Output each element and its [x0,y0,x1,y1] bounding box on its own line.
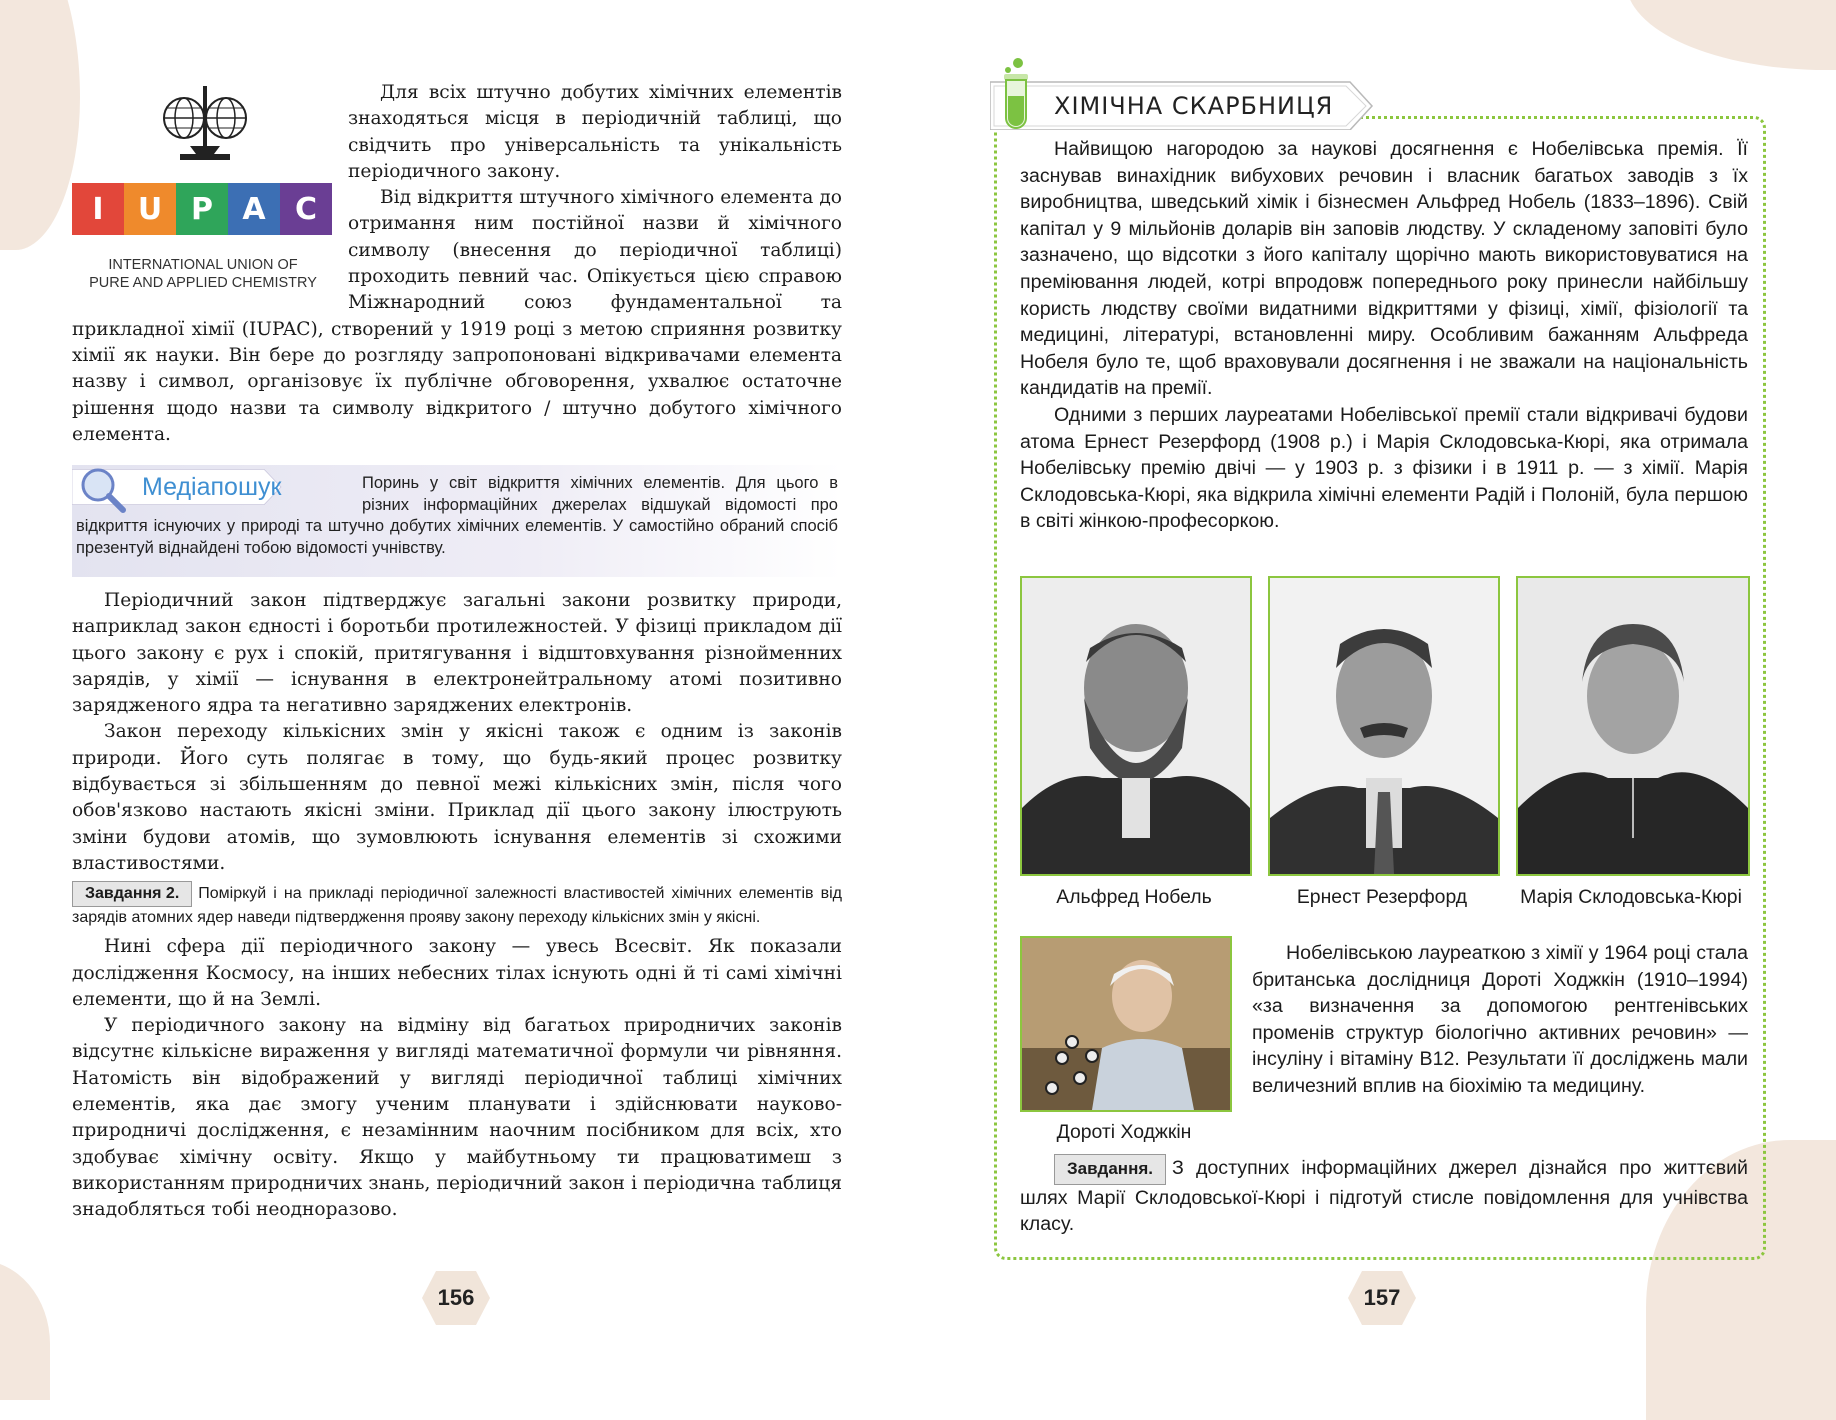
task-label: Завдання. [1054,1154,1166,1185]
section-title: ХІМІЧНА СКАРБНИЦЯ [1054,92,1334,120]
paragraph: У періодичного закону на відміну від багатьох природничих законів відсутнє кількісне вираження у вигляді математичної формули чи рівняння. Натомість він відображений у вигляді періодичної таблиці хімічних елементів, яка дає змогу ученим планувати і здійснювати науково-природничі дослідження, є незамінним наочним посібником для всіх, хто здобуває хімічну освіту. Якщо у майбутньому ти працюватимеш з використанням природничих знань, періодичний закон і періодична таблиця знадобляться тобі неодноразово. [72,1015,842,1221]
portrait-rutherford [1268,576,1500,876]
hodgkin-text [1252,940,1748,1100]
task [1020,1154,1748,1238]
iupac-letter: C [280,183,332,235]
photo-caption: Ернест Резерфорд [1296,886,1468,908]
portrait-image [1518,578,1748,874]
task-2 [72,881,842,928]
paragraph: Для всіх штучно добутих хімічних елементів знаходяться місця в періодичній таблиці, що свідчить про універсальність та унікальність періодичного закону. [348,82,842,182]
iupac-letter: P [176,183,228,235]
test-tube-icon [996,56,1036,134]
media-search-box [72,465,842,577]
body-text [72,588,842,1224]
iupac-subtitle-line: INTERNATIONAL UNION OF [108,257,298,273]
iupac-letter: A [228,183,280,235]
media-search-title: Медіапошук [142,473,282,501]
paragraph: Найвищою нагородою за наукові досягнення є Нобелівська премія. Її заснував винахідник вибухових речовин і власник багатьох заводів з їх виробництва, шведський хімік і бізнесмен Альфред Нобель (1833–1896). Свій капітал у 9 мільйонів доларів він заповів людству. У складеному заповіті було зазначено, що відсотки з його капіталу щорічно мають використовуватися на преміювання людей, котрі впродовж попереднього року принесли найбільшу користь людству своїми видатними відкриттями у фізиці, хімії, фізіології та медицині, літературі, встановленні миру. Особливим бажанням Альфреда Нобеля було те, щоб враховували досягнення і не зважали на національність кандидатів на премії. [1020,138,1748,400]
portrait-curie [1516,576,1750,876]
portrait-image [1022,578,1250,874]
photo-caption: Альфред Нобель [1056,886,1212,908]
iupac-letter: U [124,183,176,235]
iupac-subtitle-line: PURE AND APPLIED CHEMISTRY [89,275,317,291]
intro-text [72,80,842,448]
page-number: 156 [437,1285,475,1310]
task-text: З доступних інформаційних джерел дізнайся про життєвий шлях Марії Склодовської-Кюрі і підготуй стисле повідомлення для учнівства класу. [1020,1157,1748,1236]
corner-decoration [0,0,80,250]
photo-caption: Дороті Ходжкін [1056,1121,1192,1143]
paragraph: Закон переходу кількісних змін у якісні також є одним із законів природи. Його суть полягає в тому, що будь-який процес розвитку відбувається зі збільшенням до певної межі кількісних змін, після чого обов'язково настають якісні зміни. Приклад дії цього закону ілюструють зміни будови атомів, що зумовлюють існування елементів зі схожими властивостями. [72,721,842,874]
media-search-text-wrap [76,473,838,559]
paragraph: Нині сфера дії періодичного закону — увесь Всесвіт. Як показали дослідження Космосу, на інших небесних тілах існують одні й ті самі хімічні елементи, що й на Землі. [72,936,842,1010]
page-number: 157 [1363,1285,1401,1310]
portrait-nobel [1020,576,1252,876]
corner-decoration [0,1260,50,1400]
task-label: Завдання 2. [72,881,192,907]
treasury-text [1020,136,1748,535]
corner-decoration [1626,0,1836,70]
paragraph: Одними з перших лауреатами Нобелівської премії стали відкривачі будови атома Ернест Резерфорд (1908 р.) і Марія Склодовська-Кюрі, яка отримала Нобелівську премію двічі — у 1903 р. з фізики і в 1911 р. — з хімії. Марія Склодовська-Кюрі, яка відкрила хімічні елементи Радій і Полоній, була першою в світі жінкою-професоркою. [1020,403,1748,533]
portrait-image [1022,938,1230,1110]
portrait-image [1270,578,1498,874]
portrait-hodgkin [1020,936,1232,1112]
iupac-letter: I [72,183,124,235]
paragraph: Нобелівською лауреаткою з хімії у 1964 році стала британська дослідниця Дороті Ходжкін (1910–1994) «за визначення за допомогою рентгенівських променів структур біологічно активних речовин» — інсуліну і вітаміну B12. Результати її досліджень мали величезний вплив на біохімію та медицину. [1252,942,1748,1097]
paragraph: Від відкриття штучного хімічного елемента до отримання ним постійної назви й хімічного символу (внесення до періодичної таблиці) проходить певний час. Опікується цією справою Міжнародний союз фундаментальної та прикладної хімії (IUPAC), створений у 1919 році з метою сприяння розвитку хімії як науки. Він бере до розгляду запропоновані відкривачами елемента назву і символ, організовує їх публічне обговорення, ухвалює остаточне рішення щодо назви та символу відкритого / штучно добутого хімічного елемента. [72,187,842,445]
media-search-text: Поринь у світ відкриття хімічних елементів. Для цього в різних інформаційних джерелах відшукай відомості про відкриття існуючих у природі та штучно добутих хімічних елементів. У самостійно обраний спосіб презентуй віднайдені тобою відомості учнівству. [76,474,838,557]
task-text: Поміркуй і на прикладі періодичної залежності властивостей хімічних елементів від зарядів атомних ядер наведи підтвердження прояву закону переходу кількісних змін у якісні. [72,885,842,926]
photo-caption: Марія Склодовська-Кюрі [1520,886,1742,908]
paragraph: Періодичний закон підтверджує загальні закони розвитку природи, наприклад закон єдності і боротьби протилежностей. У фізиці прикладом дії цього закону є рух і спокій, притягування і відштовхування різнойменних зарядів, у хімії — існування в електронейтральному атомі позитивно зарядженого ядра та негативно заряджених електронів. [72,590,842,717]
